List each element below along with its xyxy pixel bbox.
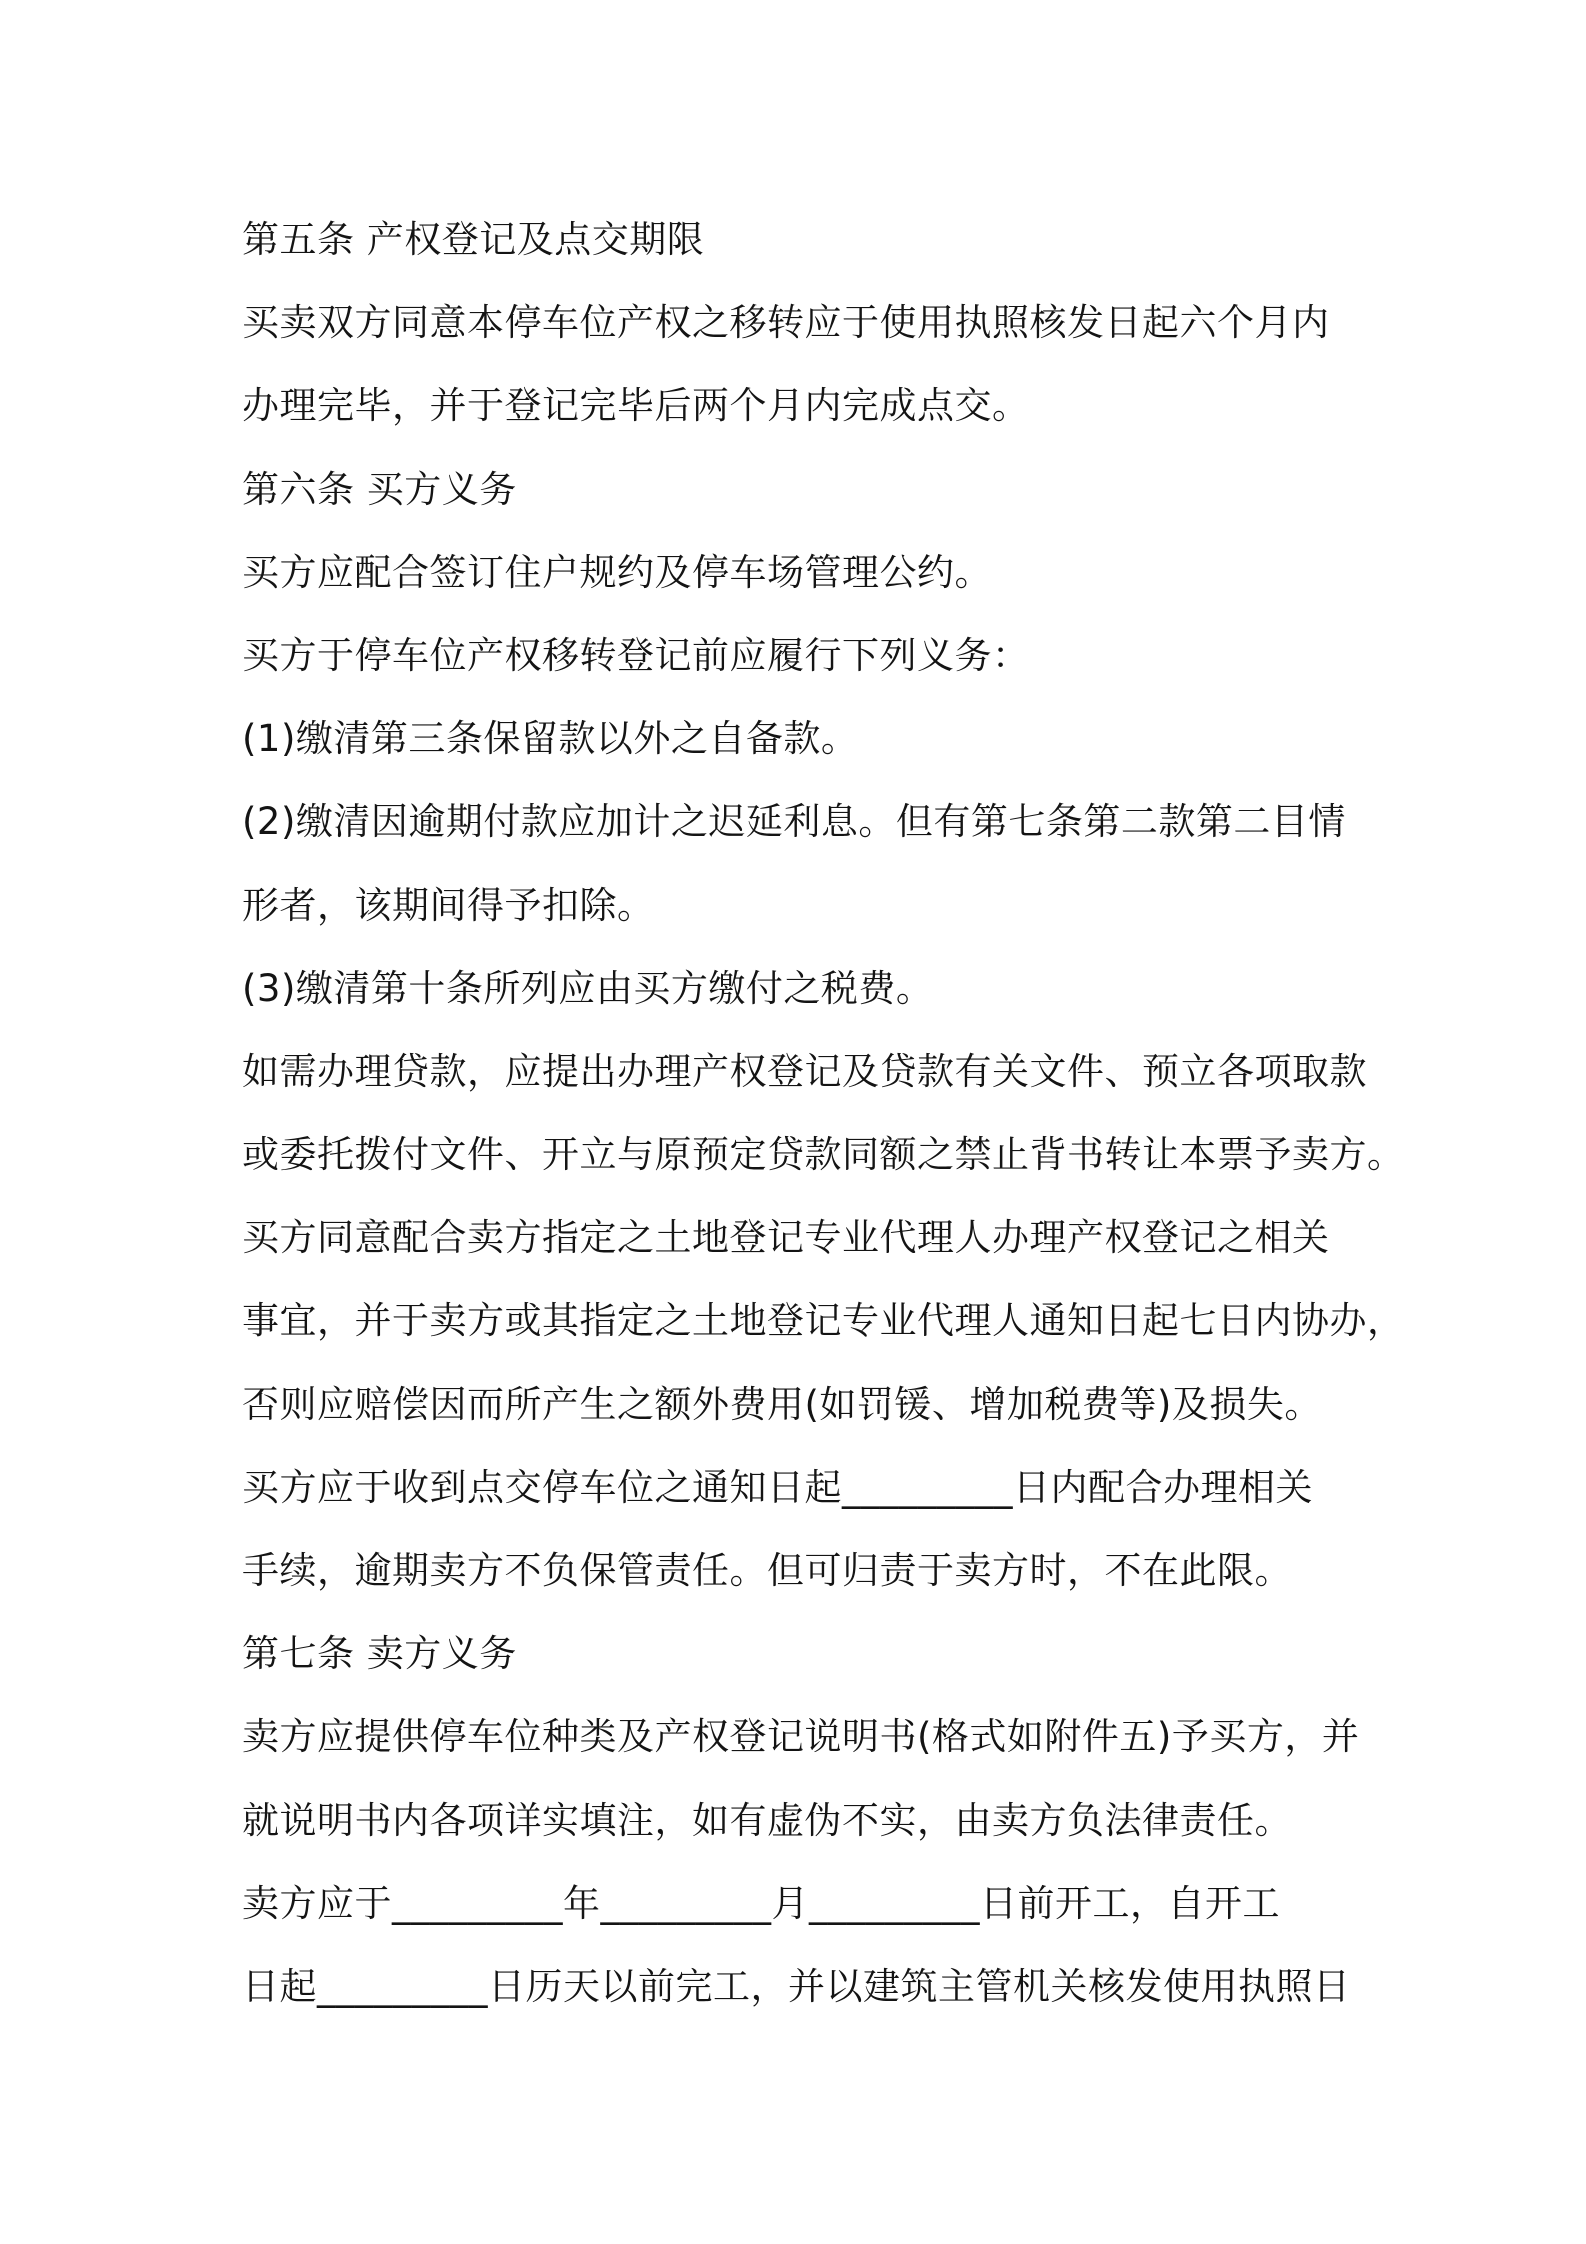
article-5-heading: 第五条 产权登记及点交期限 <box>242 218 705 261</box>
article-6-heading: 第六条 买方义务 <box>242 467 517 511</box>
text-line: 或委托拨付文件、开立与原预定贷款同额之禁止背书转让本票予卖方。 <box>242 1133 1405 1177</box>
text-line: 买方于停车位产权移转登记前应履行下列义务： <box>242 633 1030 677</box>
text-line: 手续，逾期卖方不负保管责任。但可归责于卖方时，不在此限。 <box>242 1549 1292 1592</box>
text-line: 就说明书内各项详实填注，如有虚伪不实，由卖方负法律责任。 <box>242 1798 1292 1842</box>
text-line: (2)缴清因逾期付款应加计之迟延利息。但有第七条第二款第二目情 <box>242 800 1346 844</box>
article-7-heading: 第七条 卖方义务 <box>242 1632 517 1676</box>
text-line: 形者，该期间得予扣除。 <box>242 883 655 927</box>
text-line: 事宜，并于卖方或其指定之土地登记专业代理人通知日起七日内协办， <box>242 1299 1405 1343</box>
text-line: 卖方应提供停车位种类及产权登记说明书(格式如附件五)予买方，并 <box>242 1715 1360 1759</box>
text-line: (1)缴清第三条保留款以外之自备款。 <box>242 717 859 761</box>
text-line: 买方应于收到点交停车位之通知日起_________日内配合办理相关 <box>242 1465 1313 1509</box>
text-line: 如需办理贷款，应提出办理产权登记及贷款有关文件、预立各项取款 <box>242 1049 1367 1093</box>
text-line: 办理完毕，并于登记完毕后两个月内完成点交。 <box>242 384 1030 428</box>
text-line: 买卖双方同意本停车位产权之移转应于使用执照核发日起六个月内 <box>242 301 1330 345</box>
text-line: 日起_________日历天以前完工，并以建筑主管机关核发使用执照日 <box>242 1964 1351 2008</box>
text-line: 买方应配合签订住户规约及停车场管理公约。 <box>242 550 992 594</box>
text-line: 买方同意配合卖方指定之土地登记专业代理人办理产权登记之相关 <box>242 1216 1330 1260</box>
text-line: (3)缴清第十条所列应由买方缴付之税费。 <box>242 966 934 1010</box>
contract-text <box>242 198 1405 2028</box>
text-line: 卖方应于_________年_________月_________日前开工，自开工 <box>242 1881 1280 1925</box>
text-line: 否则应赔偿因而所产生之额外费用(如罚锾、增加税费等)及损失。 <box>242 1382 1322 1426</box>
